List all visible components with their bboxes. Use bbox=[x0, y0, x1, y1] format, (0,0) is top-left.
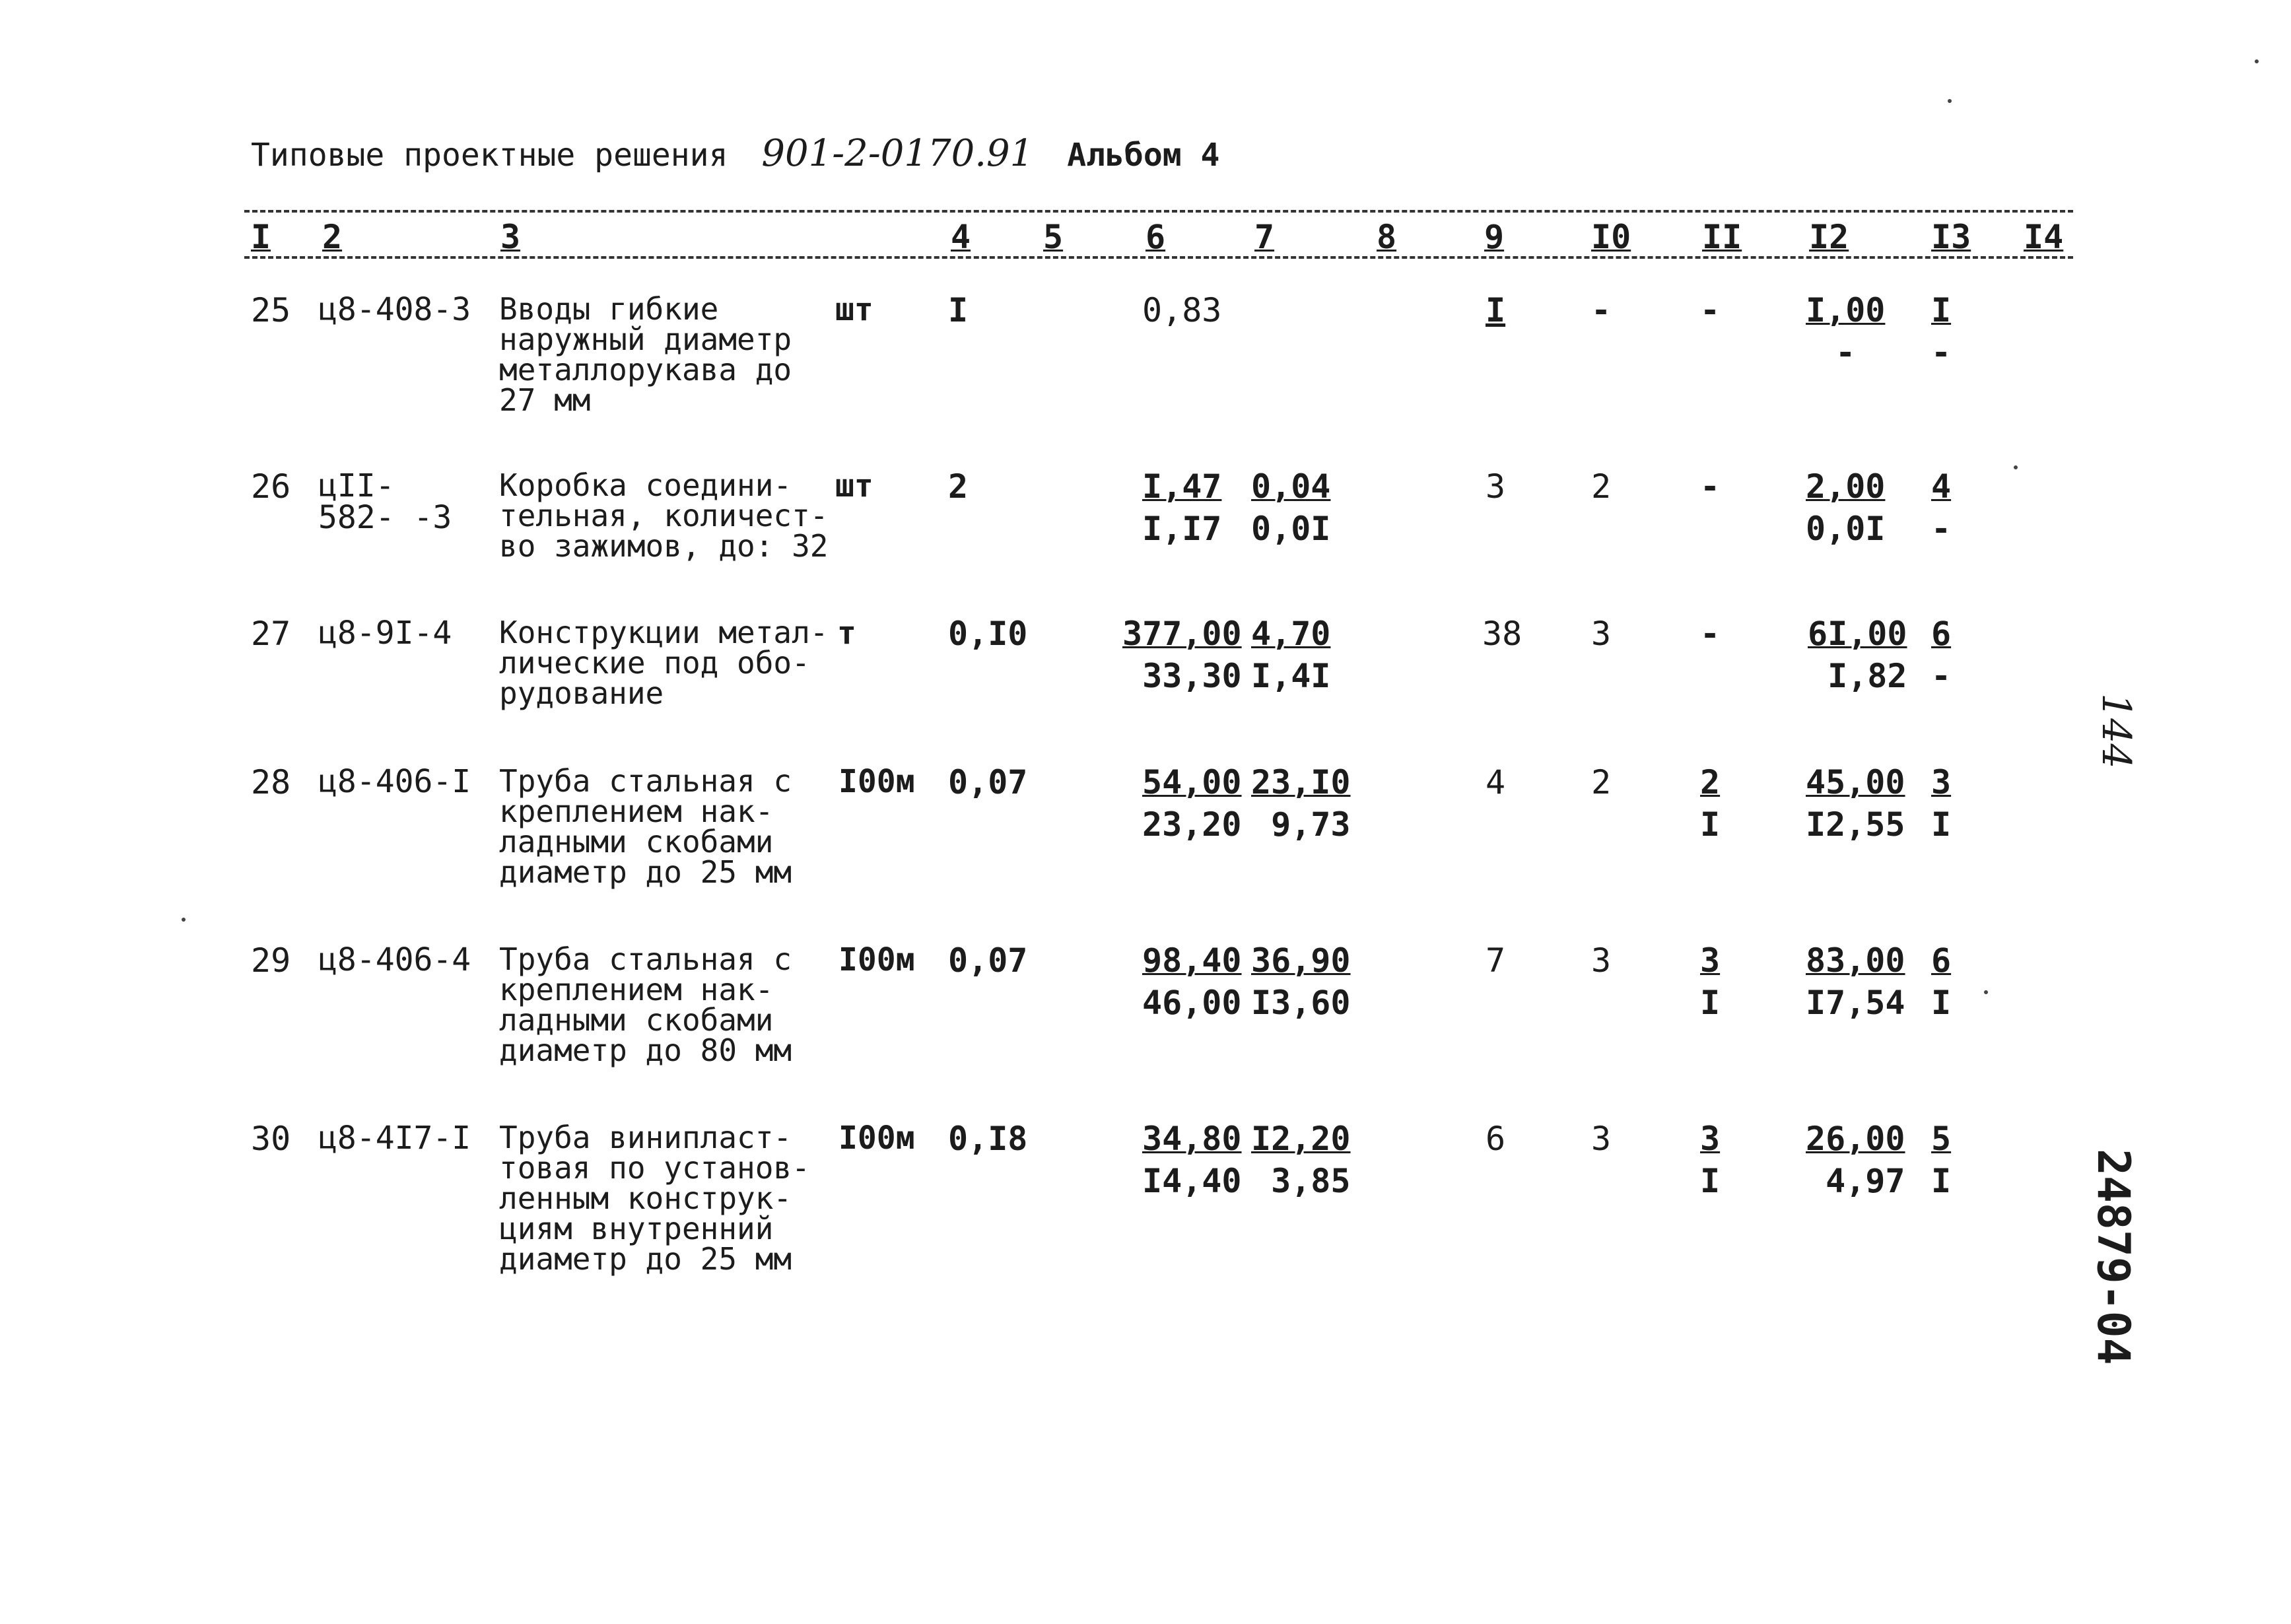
row-quantity: 0,I0 bbox=[948, 615, 1028, 653]
row-col13 bbox=[1931, 941, 1952, 1022]
row-col12-top: 2,00 bbox=[1806, 467, 1886, 506]
row-col12 bbox=[1808, 617, 1907, 693]
row-description: Вводы гибкие наружный диаметр металлорукава до 27 мм bbox=[499, 291, 792, 418]
row-code: цII-582- -3 bbox=[318, 467, 452, 536]
row-col13-bottom: - bbox=[1931, 333, 1952, 372]
row-col6 bbox=[1142, 941, 1242, 1022]
row-col7-bottom: I3,60 bbox=[1251, 984, 1351, 1022]
row-description: Труба стальная с креплением нак- ладными скобами диаметр до 80 мм bbox=[499, 941, 792, 1068]
row-col9: 3 bbox=[1486, 467, 1506, 506]
row-col6-top: 34,80 bbox=[1142, 1120, 1242, 1158]
row-col13-bottom: I bbox=[1931, 984, 1952, 1022]
row-col12-top: 83,00 bbox=[1806, 941, 1905, 980]
row-col11-top: 3 bbox=[1700, 1120, 1721, 1158]
row-col6 bbox=[1142, 763, 1242, 844]
handwritten-page-mark: 144 bbox=[2093, 693, 2139, 769]
row-col7-top: 23,I0 bbox=[1251, 763, 1351, 801]
row-col13-bottom: - bbox=[1931, 510, 1952, 548]
row-unit: I00м bbox=[838, 941, 915, 978]
column-header: 7 bbox=[1254, 218, 1275, 256]
row-col12 bbox=[1806, 763, 1905, 844]
row-unit: шт bbox=[835, 467, 873, 504]
row-col13-top: 3 bbox=[1931, 763, 1952, 801]
row-col12-bottom: I2,55 bbox=[1806, 805, 1905, 844]
row-col9: 4 bbox=[1486, 763, 1506, 801]
row-col12-bottom: I7,54 bbox=[1806, 984, 1905, 1022]
column-header: 4 bbox=[951, 218, 971, 256]
header-series-handwritten: 901-2-0170.91 bbox=[761, 132, 1034, 175]
row-col12-bottom: - bbox=[1835, 333, 1856, 372]
column-header: II bbox=[1702, 218, 1742, 256]
row-col6-top: 54,00 bbox=[1142, 763, 1242, 801]
row-col12-bottom: 4,97 bbox=[1826, 1162, 1905, 1200]
row-col7-top: I2,20 bbox=[1251, 1120, 1351, 1158]
row-col12 bbox=[1806, 467, 1886, 548]
row-description: Труба стальная с креплением нак- ладными скобами диаметр до 25 мм bbox=[499, 763, 792, 890]
row-col13 bbox=[1931, 763, 1952, 844]
row-col7 bbox=[1251, 617, 1330, 693]
row-code: ц8-406-I bbox=[318, 763, 471, 800]
row-col7-top: 36,90 bbox=[1251, 941, 1351, 980]
row-col6 bbox=[1142, 1122, 1242, 1198]
row-col9: 38 bbox=[1482, 615, 1522, 653]
row-col12-bottom: I,82 bbox=[1828, 657, 1907, 695]
row-col6-bottom: I,I7 bbox=[1142, 510, 1222, 548]
row-code: ц8-4I7-I bbox=[318, 1120, 471, 1157]
row-col11 bbox=[1700, 1122, 1720, 1198]
row-col7-bottom: 9,73 bbox=[1271, 805, 1351, 844]
row-col7 bbox=[1251, 763, 1351, 844]
row-col10: 3 bbox=[1591, 1120, 1612, 1158]
row-quantity: 2 bbox=[948, 467, 969, 506]
row-quantity: 0,07 bbox=[948, 763, 1028, 801]
column-header: 6 bbox=[1146, 218, 1166, 256]
scan-speck bbox=[2014, 465, 2018, 469]
row-code: ц8-406-4 bbox=[318, 941, 471, 978]
column-header: 5 bbox=[1043, 218, 1064, 256]
column-header: I2 bbox=[1809, 218, 1849, 256]
row-col7-bottom: 0,0I bbox=[1251, 510, 1331, 548]
row-col7 bbox=[1251, 467, 1331, 548]
row-col11-top: 3 bbox=[1700, 941, 1721, 980]
row-col13 bbox=[1931, 617, 1951, 693]
row-col7-bottom: 3,85 bbox=[1271, 1162, 1351, 1200]
row-col13-bottom: I bbox=[1931, 805, 1952, 844]
row-col11-top: 2 bbox=[1700, 763, 1721, 801]
row-col13-bottom: I bbox=[1931, 1162, 1952, 1200]
row-col7-top: 4,70 bbox=[1251, 615, 1331, 653]
row-col9: 7 bbox=[1486, 941, 1506, 980]
row-col11: - bbox=[1700, 291, 1721, 329]
row-col7-bottom: I,4I bbox=[1251, 657, 1331, 695]
row-col13 bbox=[1931, 1122, 1951, 1198]
row-number: 29 bbox=[251, 941, 291, 980]
row-col13-top: 6 bbox=[1931, 941, 1952, 980]
row-col7-top: 0,04 bbox=[1251, 467, 1331, 506]
row-col13 bbox=[1931, 467, 1952, 548]
column-header: 2 bbox=[322, 218, 343, 256]
row-col12-top: 26,00 bbox=[1806, 1120, 1905, 1158]
row-col6-bottom: 23,20 bbox=[1142, 805, 1242, 844]
row-col6 bbox=[1142, 467, 1222, 548]
row-col13-top: 4 bbox=[1931, 467, 1952, 506]
row-col10: 2 bbox=[1591, 763, 1612, 801]
scan-speck bbox=[1948, 99, 1952, 103]
row-col11-bottom: I bbox=[1700, 1162, 1721, 1200]
document-number-stamp: 24879-04 bbox=[2087, 1149, 2139, 1365]
row-col10: 3 bbox=[1591, 941, 1612, 980]
row-col13-top: 6 bbox=[1931, 615, 1952, 653]
row-col12 bbox=[1806, 291, 1886, 372]
row-number: 27 bbox=[251, 615, 291, 653]
row-col12-bottom: 0,0I bbox=[1806, 510, 1886, 548]
row-col11: - bbox=[1700, 615, 1721, 653]
row-col13 bbox=[1931, 291, 1952, 372]
row-col12-top: I,00 bbox=[1806, 291, 1886, 329]
row-col10: 2 bbox=[1591, 467, 1612, 506]
row-number: 30 bbox=[251, 1120, 291, 1158]
row-col6-bottom: I4,40 bbox=[1142, 1162, 1242, 1200]
column-header: 8 bbox=[1377, 218, 1397, 256]
row-code: ц8-408-3 bbox=[318, 291, 471, 328]
page-header bbox=[251, 132, 1219, 175]
row-col13-top: 5 bbox=[1931, 1120, 1952, 1158]
row-col6-top: 98,40 bbox=[1142, 941, 1242, 980]
row-col11 bbox=[1700, 941, 1721, 1022]
column-header: 3 bbox=[500, 218, 521, 256]
row-col12-top: 6I,00 bbox=[1808, 615, 1907, 653]
row-col7 bbox=[1251, 941, 1351, 1022]
row-number: 25 bbox=[251, 291, 291, 329]
row-description: Труба винипласт- товая по установ- ленным конструк- циям внутренний диаметр до 25 мм bbox=[499, 1120, 810, 1277]
header-prefix: Типовые проектные решения bbox=[251, 137, 728, 174]
row-col10: 3 bbox=[1591, 615, 1612, 653]
row-col13-bottom: - bbox=[1931, 657, 1952, 695]
row-col7 bbox=[1251, 1122, 1351, 1198]
column-header: I4 bbox=[2024, 218, 2064, 256]
row-col11-bottom: I bbox=[1700, 984, 1721, 1022]
row-quantity: 0,07 bbox=[948, 941, 1028, 980]
row-number: 28 bbox=[251, 763, 291, 801]
row-col13-top: I bbox=[1931, 291, 1952, 329]
scan-speck bbox=[1984, 990, 1988, 994]
row-col9: 6 bbox=[1486, 1120, 1506, 1158]
row-col10: - bbox=[1591, 291, 1612, 329]
row-col11 bbox=[1700, 763, 1721, 844]
row-unit: I00м bbox=[838, 1120, 915, 1157]
row-col12 bbox=[1806, 1122, 1905, 1198]
header-album: Альбом 4 bbox=[1067, 137, 1220, 174]
row-unit: шт bbox=[835, 291, 873, 328]
column-header: I3 bbox=[1931, 218, 1971, 256]
column-header: 9 bbox=[1484, 218, 1505, 256]
row-col6-top: I,47 bbox=[1142, 467, 1222, 506]
row-col6: 0,83 bbox=[1142, 291, 1222, 329]
row-quantity: 0,I8 bbox=[948, 1120, 1028, 1158]
column-header: I bbox=[251, 218, 271, 256]
row-col12 bbox=[1806, 941, 1905, 1022]
row-col6 bbox=[1122, 617, 1242, 693]
row-unit: т bbox=[837, 615, 856, 652]
scan-speck bbox=[182, 918, 186, 922]
column-header: I0 bbox=[1591, 218, 1631, 256]
table-header-rule bbox=[244, 256, 2073, 259]
row-col6-bottom: 33,30 bbox=[1142, 657, 1242, 695]
row-number: 26 bbox=[251, 467, 291, 506]
table-top-rule bbox=[244, 210, 2073, 213]
row-quantity: I bbox=[948, 291, 969, 329]
row-col11-bottom: I bbox=[1700, 805, 1721, 844]
row-description: Коробка соедини- тельная, количест- во зажимов, до: 32 bbox=[499, 467, 829, 564]
row-description: Конструкции метал- лические под обо- рудование bbox=[499, 615, 829, 711]
row-col11: - bbox=[1700, 467, 1721, 506]
row-col6-bottom: 46,00 bbox=[1142, 984, 1242, 1022]
row-unit: I00м bbox=[838, 763, 915, 800]
row-col6-top: 377,00 bbox=[1122, 615, 1242, 653]
row-col12-top: 45,00 bbox=[1806, 763, 1905, 801]
row-col9: I bbox=[1486, 291, 1506, 329]
row-code: ц8-9I-4 bbox=[318, 615, 452, 652]
scan-speck bbox=[2255, 59, 2259, 63]
